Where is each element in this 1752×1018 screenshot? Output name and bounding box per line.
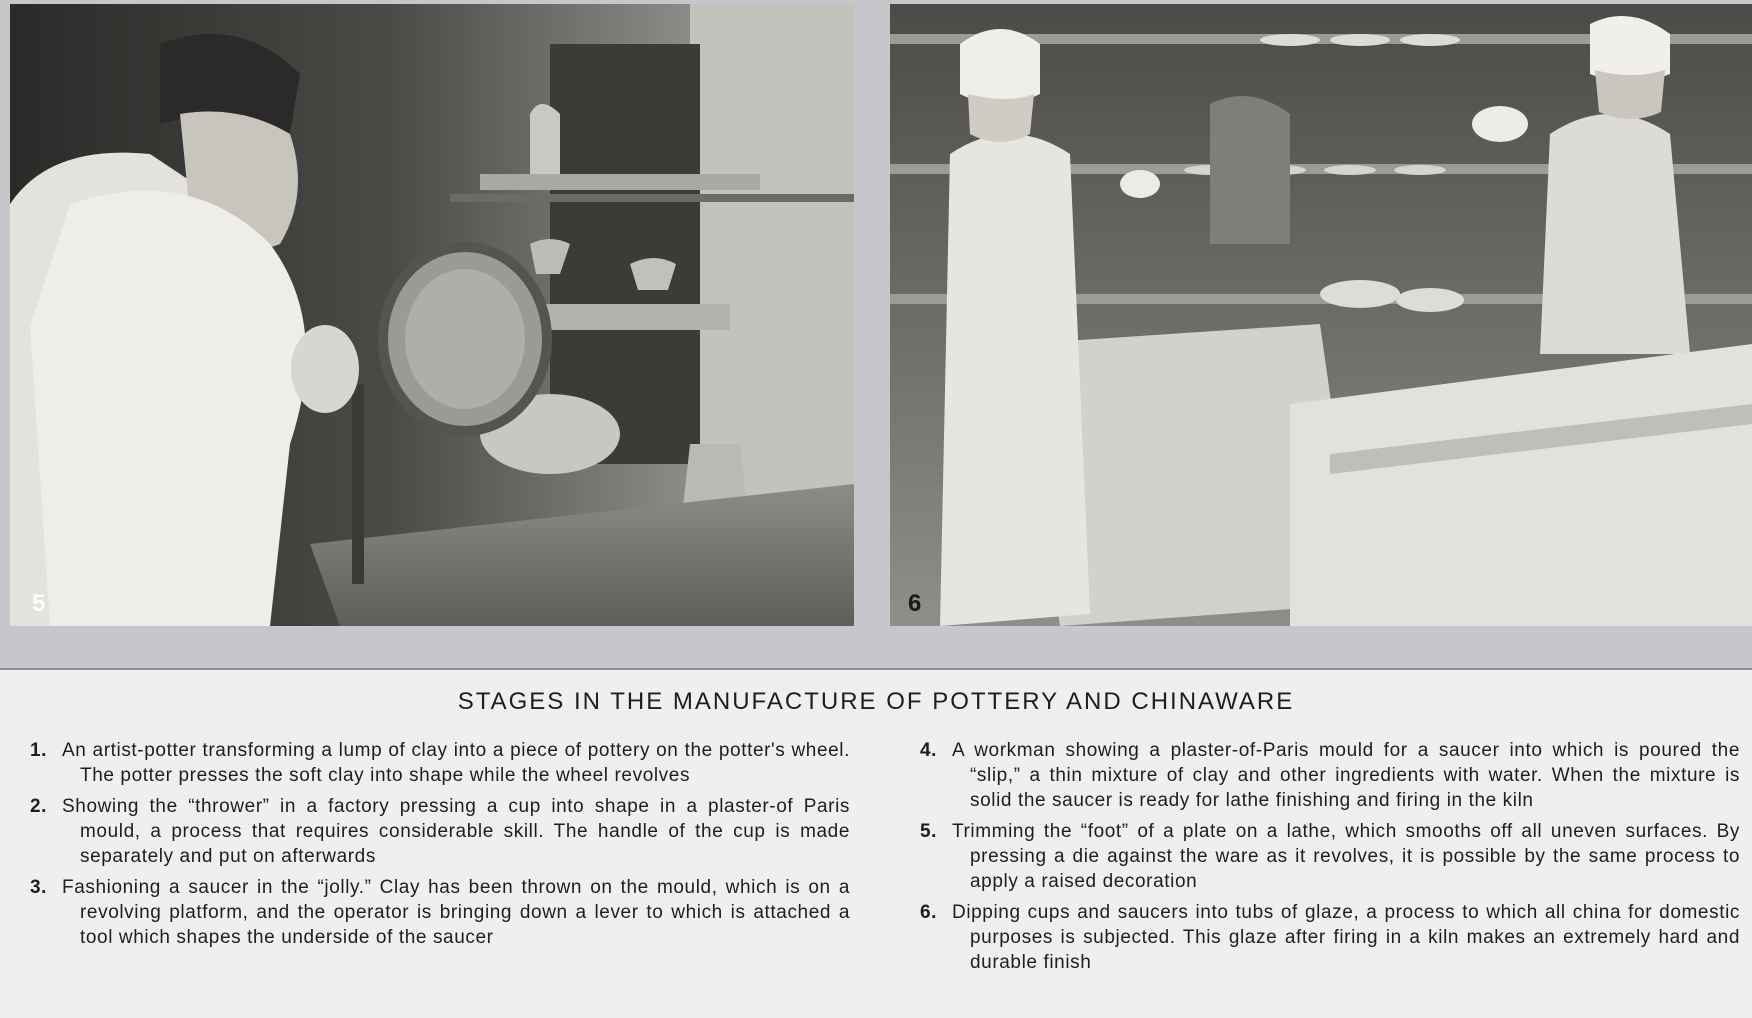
plate-number-6: 6 [908, 590, 922, 617]
caption-column-right [904, 738, 1740, 981]
caption-item-5 [904, 819, 1740, 894]
plate-number-5: 5 [32, 590, 46, 617]
caption-number: 1. [30, 740, 48, 761]
caption-text: Fashioning a saucer in the “jolly.” Clay has been thrown on the mould, which is on a revolving platform, and the operator is bringing down a lever to which is attached a tool which shapes the underside of the saucer [62, 877, 850, 948]
caption-text: An artist-potter transforming a lump of clay into a piece of pottery on the potter's wheel. The potter presses the soft clay into shape while the wheel revolves [62, 740, 850, 786]
caption-item-2 [14, 794, 850, 869]
caption-number: 5. [920, 821, 938, 842]
caption-item-6 [904, 900, 1740, 975]
caption-item-1 [14, 738, 850, 788]
caption-column-left [14, 738, 850, 956]
photo-glazing [890, 4, 1752, 626]
caption-number: 6. [920, 902, 938, 923]
caption-text: Trimming the “foot” of a plate on a lathe, which smooths off all uneven surfaces. By pressing a die against the ware as it revolves, it is possible by the same process to apply a raised decoration [952, 821, 1740, 892]
caption-number: 2. [30, 796, 48, 817]
photo-glazing-illustration [890, 4, 1752, 626]
caption-text: Showing the “thrower” in a factory pressing a cup into shape in a plaster-of Paris mould, a process that requires considerable skill. The handle of the cup is made separately and put on afterwards [62, 796, 850, 867]
caption-text: Dipping cups and saucers into tubs of glaze, a process to which all china for domestic purposes is subjected. This glaze after firing in a kiln makes an extremely hard and durable finish [952, 902, 1740, 973]
caption-number: 3. [30, 877, 48, 898]
photo-lathe-trimming [10, 4, 854, 626]
caption-text: A workman showing a plaster-of-Paris mould for a saucer into which is poured the “slip,” a thin mixture of clay and other ingredients with water. When the mixture is solid the saucer is ready for lathe finishing and firing in the kiln [952, 740, 1740, 811]
page-title: STAGES IN THE MANUFACTURE OF POTTERY AND CHINAWARE [457, 688, 1295, 715]
divider-rule [0, 668, 1752, 670]
caption-number: 4. [920, 740, 938, 761]
caption-item-4 [904, 738, 1740, 813]
caption-item-3 [14, 875, 850, 950]
photo-lathe-illustration [10, 4, 854, 626]
